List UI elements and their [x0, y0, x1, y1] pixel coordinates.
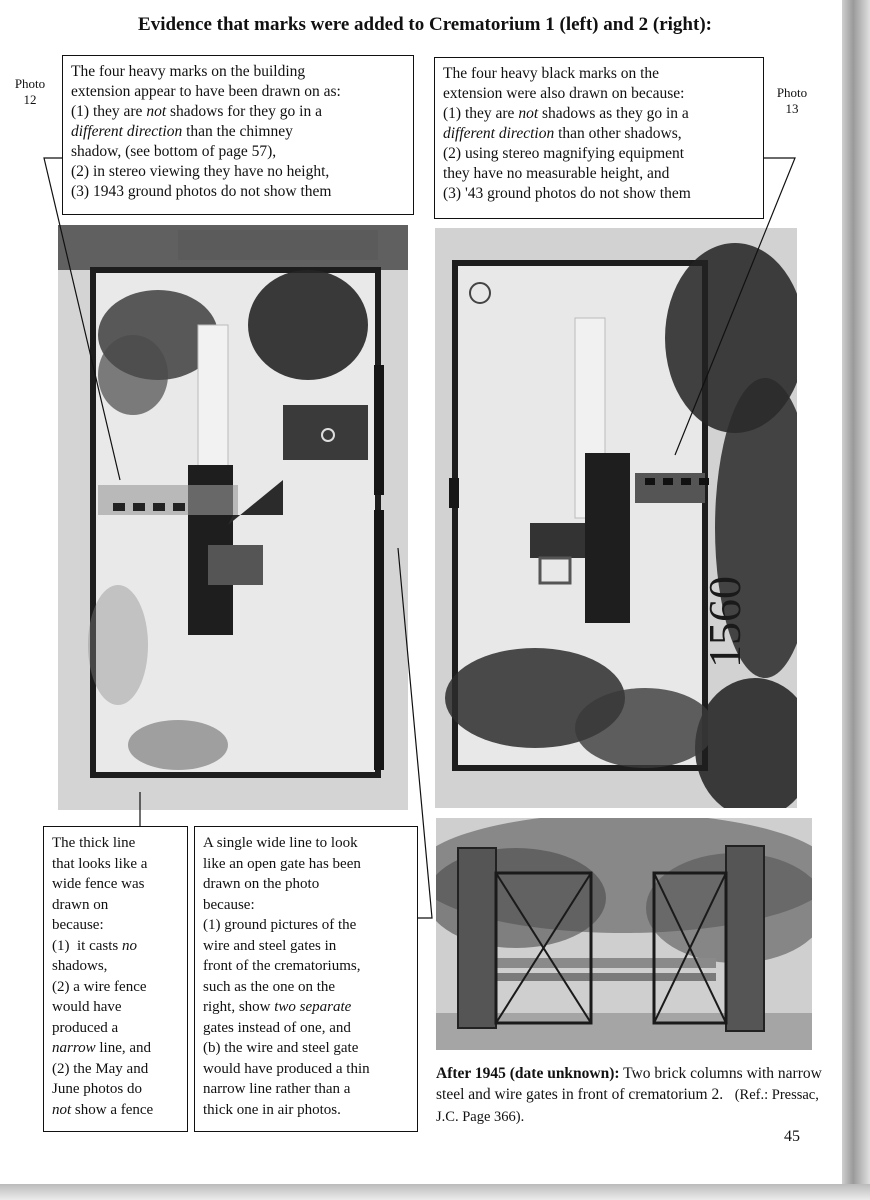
handwritten-annotation: 1560	[699, 576, 750, 668]
photo-label-number: 13	[785, 101, 799, 116]
note-line: that looks like a	[52, 855, 148, 872]
note-line: right, show two separate	[203, 999, 352, 1015]
note-line: would have	[52, 999, 122, 1015]
book-spine-edge	[842, 0, 870, 1200]
note-line: shadows,	[52, 958, 108, 974]
note-line: wide fence was	[52, 876, 145, 892]
note-line: because:	[52, 917, 104, 933]
note-line: (2) a wire fence	[52, 978, 147, 995]
note-line: (1) they are not shadows for they go in a	[71, 103, 322, 120]
note-line: (3) '43 ground photos do not show them	[443, 185, 691, 202]
aerial-photo-crematorium-2	[435, 228, 797, 808]
note-line: narrow line rather than a	[203, 1081, 351, 1097]
note-line: gates instead of one, and	[203, 1019, 351, 1036]
note-line: The four heavy black marks on the	[443, 65, 660, 82]
note-line: June photos do	[52, 1081, 142, 1097]
note-line: (2) using stereo magnifying equipment	[443, 145, 685, 162]
fence-note	[43, 826, 188, 1132]
note-line: (1) it casts no	[52, 937, 137, 954]
page-number: 45	[784, 1128, 800, 1145]
page-bottom-edge	[0, 1184, 870, 1200]
note-line: (2) the May and	[52, 1060, 149, 1077]
note-line: (1) ground pictures of the	[203, 917, 357, 933]
caption-reference: (Ref.: Pressac, J.C. Page 366).	[436, 1087, 819, 1125]
note-line: A single wide line to look	[203, 835, 358, 851]
photo-12-label	[10, 76, 50, 108]
aerial-photo-drawing	[58, 225, 408, 810]
photo-label-word: Photo	[14, 76, 46, 91]
gate-ground-photo	[436, 818, 812, 1050]
photo-13-label	[770, 85, 814, 117]
caption-date: After 1945 (date unknown):	[436, 1065, 620, 1082]
note-line: they have no measurable height, and	[443, 165, 670, 182]
note-line: because:	[203, 896, 255, 913]
note-line: extension appear to have been drawn on as:	[71, 83, 341, 100]
top-left-note	[62, 55, 414, 215]
note-line: drawn on	[52, 896, 109, 913]
note-line: like an open gate has been	[203, 855, 361, 872]
note-line: such as the one on the	[203, 978, 336, 995]
note-line: drawn on the photo	[203, 876, 320, 892]
page-title: Evidence that marks were added to Crematorium 1 (left) and 2 (right):	[138, 14, 712, 35]
note-line: (3) 1943 ground photos do not show them	[71, 183, 332, 200]
note-line: wire and steel gates in	[203, 937, 337, 954]
gate-note	[194, 826, 418, 1132]
note-line: extension were also drawn on because:	[443, 85, 685, 102]
note-line: would have produced a thin	[203, 1060, 370, 1077]
note-line: thick one in air photos.	[203, 1101, 341, 1118]
note-line: not show a fence	[52, 1101, 154, 1118]
note-line: front of the crematoriums,	[203, 958, 361, 974]
note-line: (b) the wire and steel gate	[203, 1040, 359, 1056]
note-line: (1) they are not shadows as they go in a	[443, 105, 689, 122]
aerial-photo-crematorium-1	[58, 225, 408, 810]
note-line: different direction than the chimney	[71, 123, 293, 140]
gate-photo-caption	[436, 1063, 836, 1128]
note-line: The thick line	[52, 835, 136, 851]
note-line: shadow, (see bottom of page 57),	[71, 143, 277, 160]
note-line: (2) in stereo viewing they have no height,	[71, 163, 330, 180]
note-line: The four heavy marks on the building	[71, 63, 306, 80]
note-line: produced a	[52, 1019, 119, 1036]
note-line: different direction than other shadows,	[443, 125, 682, 142]
photo-label-word: Photo	[776, 85, 808, 100]
aerial-photo-drawing	[435, 228, 797, 808]
photo-label-number: 12	[23, 92, 37, 107]
note-line: narrow line, and	[52, 1040, 152, 1056]
top-right-note	[434, 57, 764, 219]
gate-photo-drawing	[436, 818, 812, 1050]
caption-text: Two brick columns with narrow steel and wire gates in front of crematorium 2.	[436, 1065, 822, 1103]
